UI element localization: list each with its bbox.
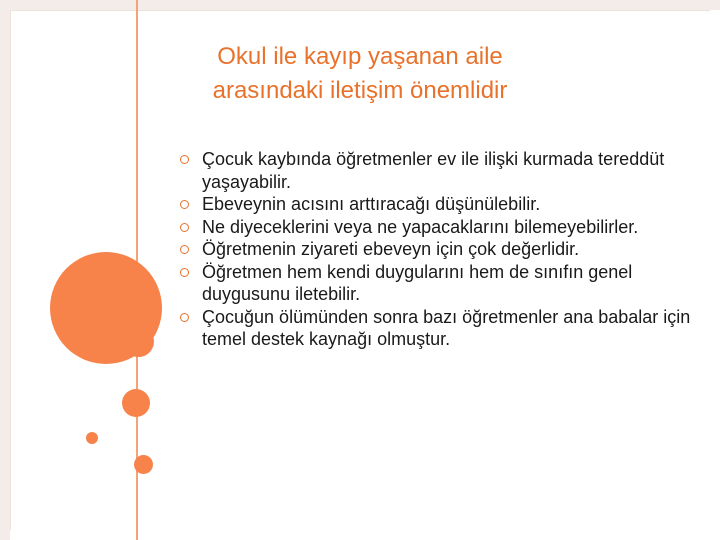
- bullet-item: [178, 238, 698, 261]
- slide-frame-top: [0, 0, 720, 10]
- bullet-item: [178, 193, 698, 216]
- slide-frame-left: [0, 0, 10, 540]
- hollow-circle-icon: [180, 245, 189, 254]
- bullet-item: [178, 216, 698, 239]
- bullet-text: Çocuğun ölümünden sonra bazı öğretmenler ana babalar için temel destek kaynağı olmuştur.: [202, 306, 691, 349]
- slide-title: [150, 40, 570, 108]
- bullet-text: Öğretmenin ziyareti ebeveyn için çok değerlidir.: [202, 239, 580, 259]
- hollow-circle-icon: [180, 200, 189, 209]
- bullet-text: Çocuk kaybında öğretmenler ev ile ilişki kurmada tereddüt yaşayabilir.: [202, 149, 665, 192]
- bullet-text: Ne diyeceklerini veya ne yapacaklarını bilemeyebilirler.: [202, 216, 639, 237]
- slide-title-line: arasındaki iletişim önemlidir: [212, 77, 508, 104]
- bullet-text: Ebeveynin acısını arttıracağı düşünülebilir.: [202, 194, 541, 214]
- decorative-circle-medium: [123, 326, 154, 357]
- hollow-circle-icon: [180, 155, 189, 164]
- bullet-item: [178, 148, 698, 193]
- bullet-list: [178, 148, 698, 351]
- decorative-circle-small: [134, 455, 153, 474]
- decorative-circle-small: [86, 432, 98, 444]
- bullet-item: [178, 261, 698, 306]
- slide-title-line: Okul ile kayıp yaşanan aile: [217, 43, 503, 70]
- bullet-text: Öğretmen hem kendi duygularını hem de sınıfın genel duygusunu iletebilir.: [202, 261, 633, 304]
- bullet-item: [178, 306, 698, 351]
- hollow-circle-icon: [180, 268, 189, 277]
- hollow-circle-icon: [180, 223, 189, 232]
- decorative-circle-medium: [122, 389, 150, 417]
- hollow-circle-icon: [180, 313, 189, 322]
